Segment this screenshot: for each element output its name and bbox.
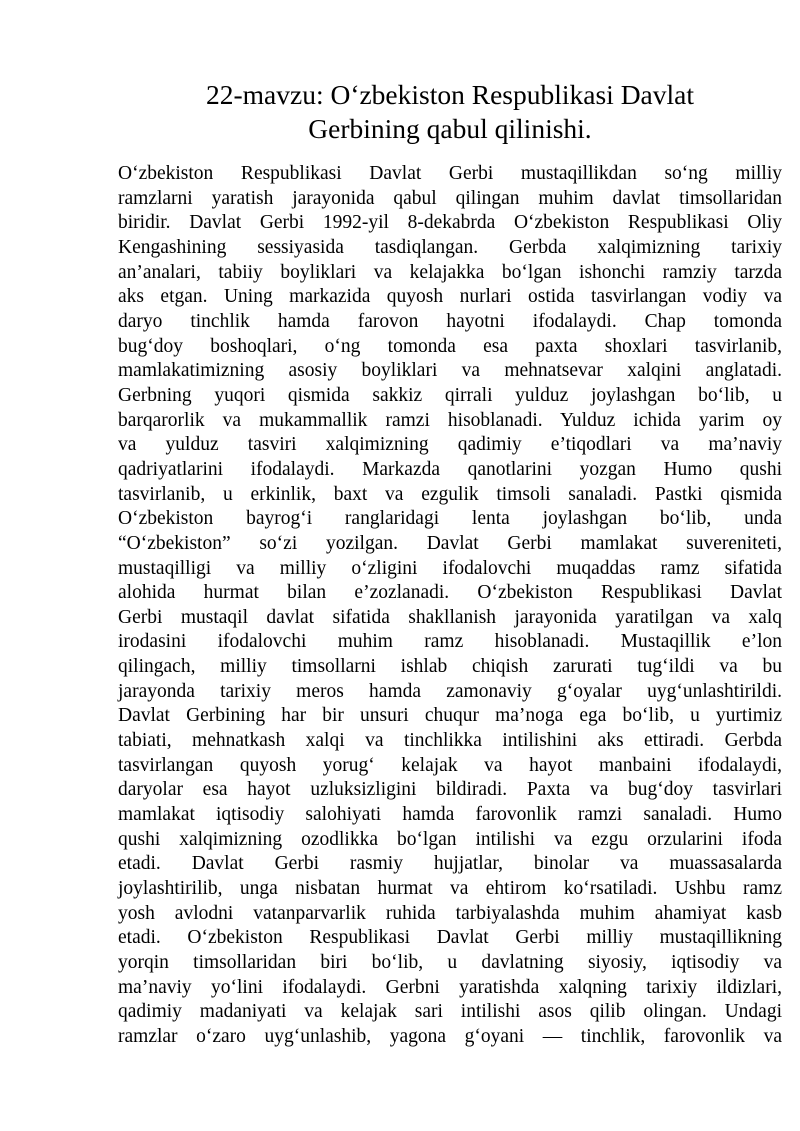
body-line: daryo tinchlik hamda farovon hayotni ifodalaydi. Chap tomonda — [118, 310, 782, 332]
body-line: mustaqilligi va milliy o‘zligini ifodalovchi muqaddas ramz sifatida — [118, 557, 782, 579]
page-title — [118, 78, 782, 146]
body-line: qushi xalqimizning ozodlikka bo‘lgan intilishi va ezgu orzularini ifoda — [118, 828, 782, 850]
body-line: yosh avlodni vatanparvarlik ruhida tarbiyalashda muhim ahamiyat kasb — [118, 902, 782, 924]
body-text — [118, 162, 782, 1050]
title-line: 22-mavzu: O‘zbekiston Respublikasi Davlat — [205, 79, 695, 110]
body-line: O‘zbekiston bayrog‘i ranglaridagi lenta joylashgan bo‘lib, unda — [118, 508, 782, 530]
body-line: yorqin timsollaridan biri bo‘lib, u davlatning siyosiy, iqtisodiy va — [118, 952, 782, 973]
body-line: etadi. Davlat Gerbi rasmiy hujjatlar, binolar va muassasalarda — [118, 853, 782, 875]
body-line: “O‘zbekiston” so‘zi yozilgan. Davlat Gerbi mamlakat suvereniteti, — [118, 532, 782, 554]
body-line: tasvirlanib, u erkinlik, baxt va ezgulik timsoli sanaladi. Pastki qismida — [118, 483, 782, 505]
body-line: biridir. Davlat Gerbi 1992-yil 8-dekabrda O‘zbekiston Respublikasi Oliy — [118, 212, 782, 234]
body-line: va yulduz tasviri xalqimizning qadimiy e’tiqodlari va ma’naviy — [118, 434, 782, 456]
body-line: joylashtirilib, unga nisbatan hurmat va ehtirom ko‘rsatiladi. Ushbu ramz — [118, 878, 782, 900]
body-line: qadriyatlarini ifodalaydi. Markazda qanotlarini yozgan Humo qushi — [118, 458, 782, 480]
body-line: ramzlarni yaratish jarayonida qabul qilingan muhim davlat timsollaridan — [118, 187, 782, 209]
body-line: tasvirlangan quyosh yorug‘ kelajak va hayot manbaini ifodalaydi, — [118, 754, 782, 776]
body-line: ramzlar o‘zaro uyg‘unlashib, yagona g‘oyani — tinchlik, farovonlik va — [118, 1025, 782, 1047]
body-line: daryolar esa hayot uzluksizligini bildiradi. Paxta va bug‘doy tasvirlari — [118, 779, 782, 801]
body-line: qadimiy madaniyati va kelajak sari intilishi asos qilib olingan. Undagi — [118, 1001, 782, 1023]
body-line: Kengashining sessiyasida tasdiqlangan. Gerbda xalqimizning tarixiy — [118, 236, 782, 258]
body-line: qilingach, milliy timsollarni ishlab chiqish zarurati tug‘ildi va bu — [118, 656, 782, 678]
body-line: aks etgan. Uning markazida quyosh nurlari ostida tasvirlangan vodiy va — [118, 286, 782, 308]
title-line: Gerbining qabul qilinishi. — [308, 113, 592, 144]
body-line: an’analari, tabiiy boyliklari va kelajakka bo‘lgan ishonchi ramziy tarzda — [118, 261, 782, 283]
body-line: bug‘doy boshoqlari, o‘ng tomonda esa paxta shoxlari tasvirlanib, — [118, 335, 782, 357]
body-line: mamlakatimizning asosiy boyliklari va mehnatsevar xalqini anglatadi. — [118, 360, 782, 382]
body-line: etadi. O‘zbekiston Respublikasi Davlat Gerbi milliy mustaqillikning — [118, 927, 782, 949]
body-line: ma’naviy yo‘lini ifodalaydi. Gerbni yaratishda xalqning tarixiy ildizlari, — [118, 976, 782, 998]
body-line: jarayonda tarixiy meros hamda zamonaviy g‘oyalar uyg‘unlashtirildi. — [118, 680, 782, 702]
body-line: tabiati, mehnatkash xalqi va tinchlikka intilishini aks ettiradi. Gerbda — [118, 730, 782, 752]
body-line: Gerbi mustaqil davlat sifatida shakllanish jarayonida yaratilgan va xalq — [118, 606, 782, 628]
body-line: Gerbning yuqori qismida sakkiz qirrali yulduz joylashgan bo‘lib, u — [118, 384, 782, 406]
body-line: mamlakat iqtisodiy salohiyati hamda farovonlik ramzi sanaladi. Humo — [118, 804, 782, 826]
body-line: irodasini ifodalovchi muhim ramz hisoblanadi. Mustaqillik e’lon — [118, 631, 782, 653]
body-line: Davlat Gerbining har bir unsuri chuqur ma’noga ega bo‘lib, u yurtimiz — [118, 705, 782, 727]
body-line: O‘zbekiston Respublikasi Davlat Gerbi mustaqillikdan so‘ng milliy — [118, 163, 782, 184]
body-line: barqarorlik va mukammallik ramzi hisoblanadi. Yulduz ichida yarim oy — [118, 409, 782, 431]
body-line: alohida hurmat bilan e’zozlanadi. O‘zbekiston Respublikasi Davlat — [118, 582, 782, 604]
